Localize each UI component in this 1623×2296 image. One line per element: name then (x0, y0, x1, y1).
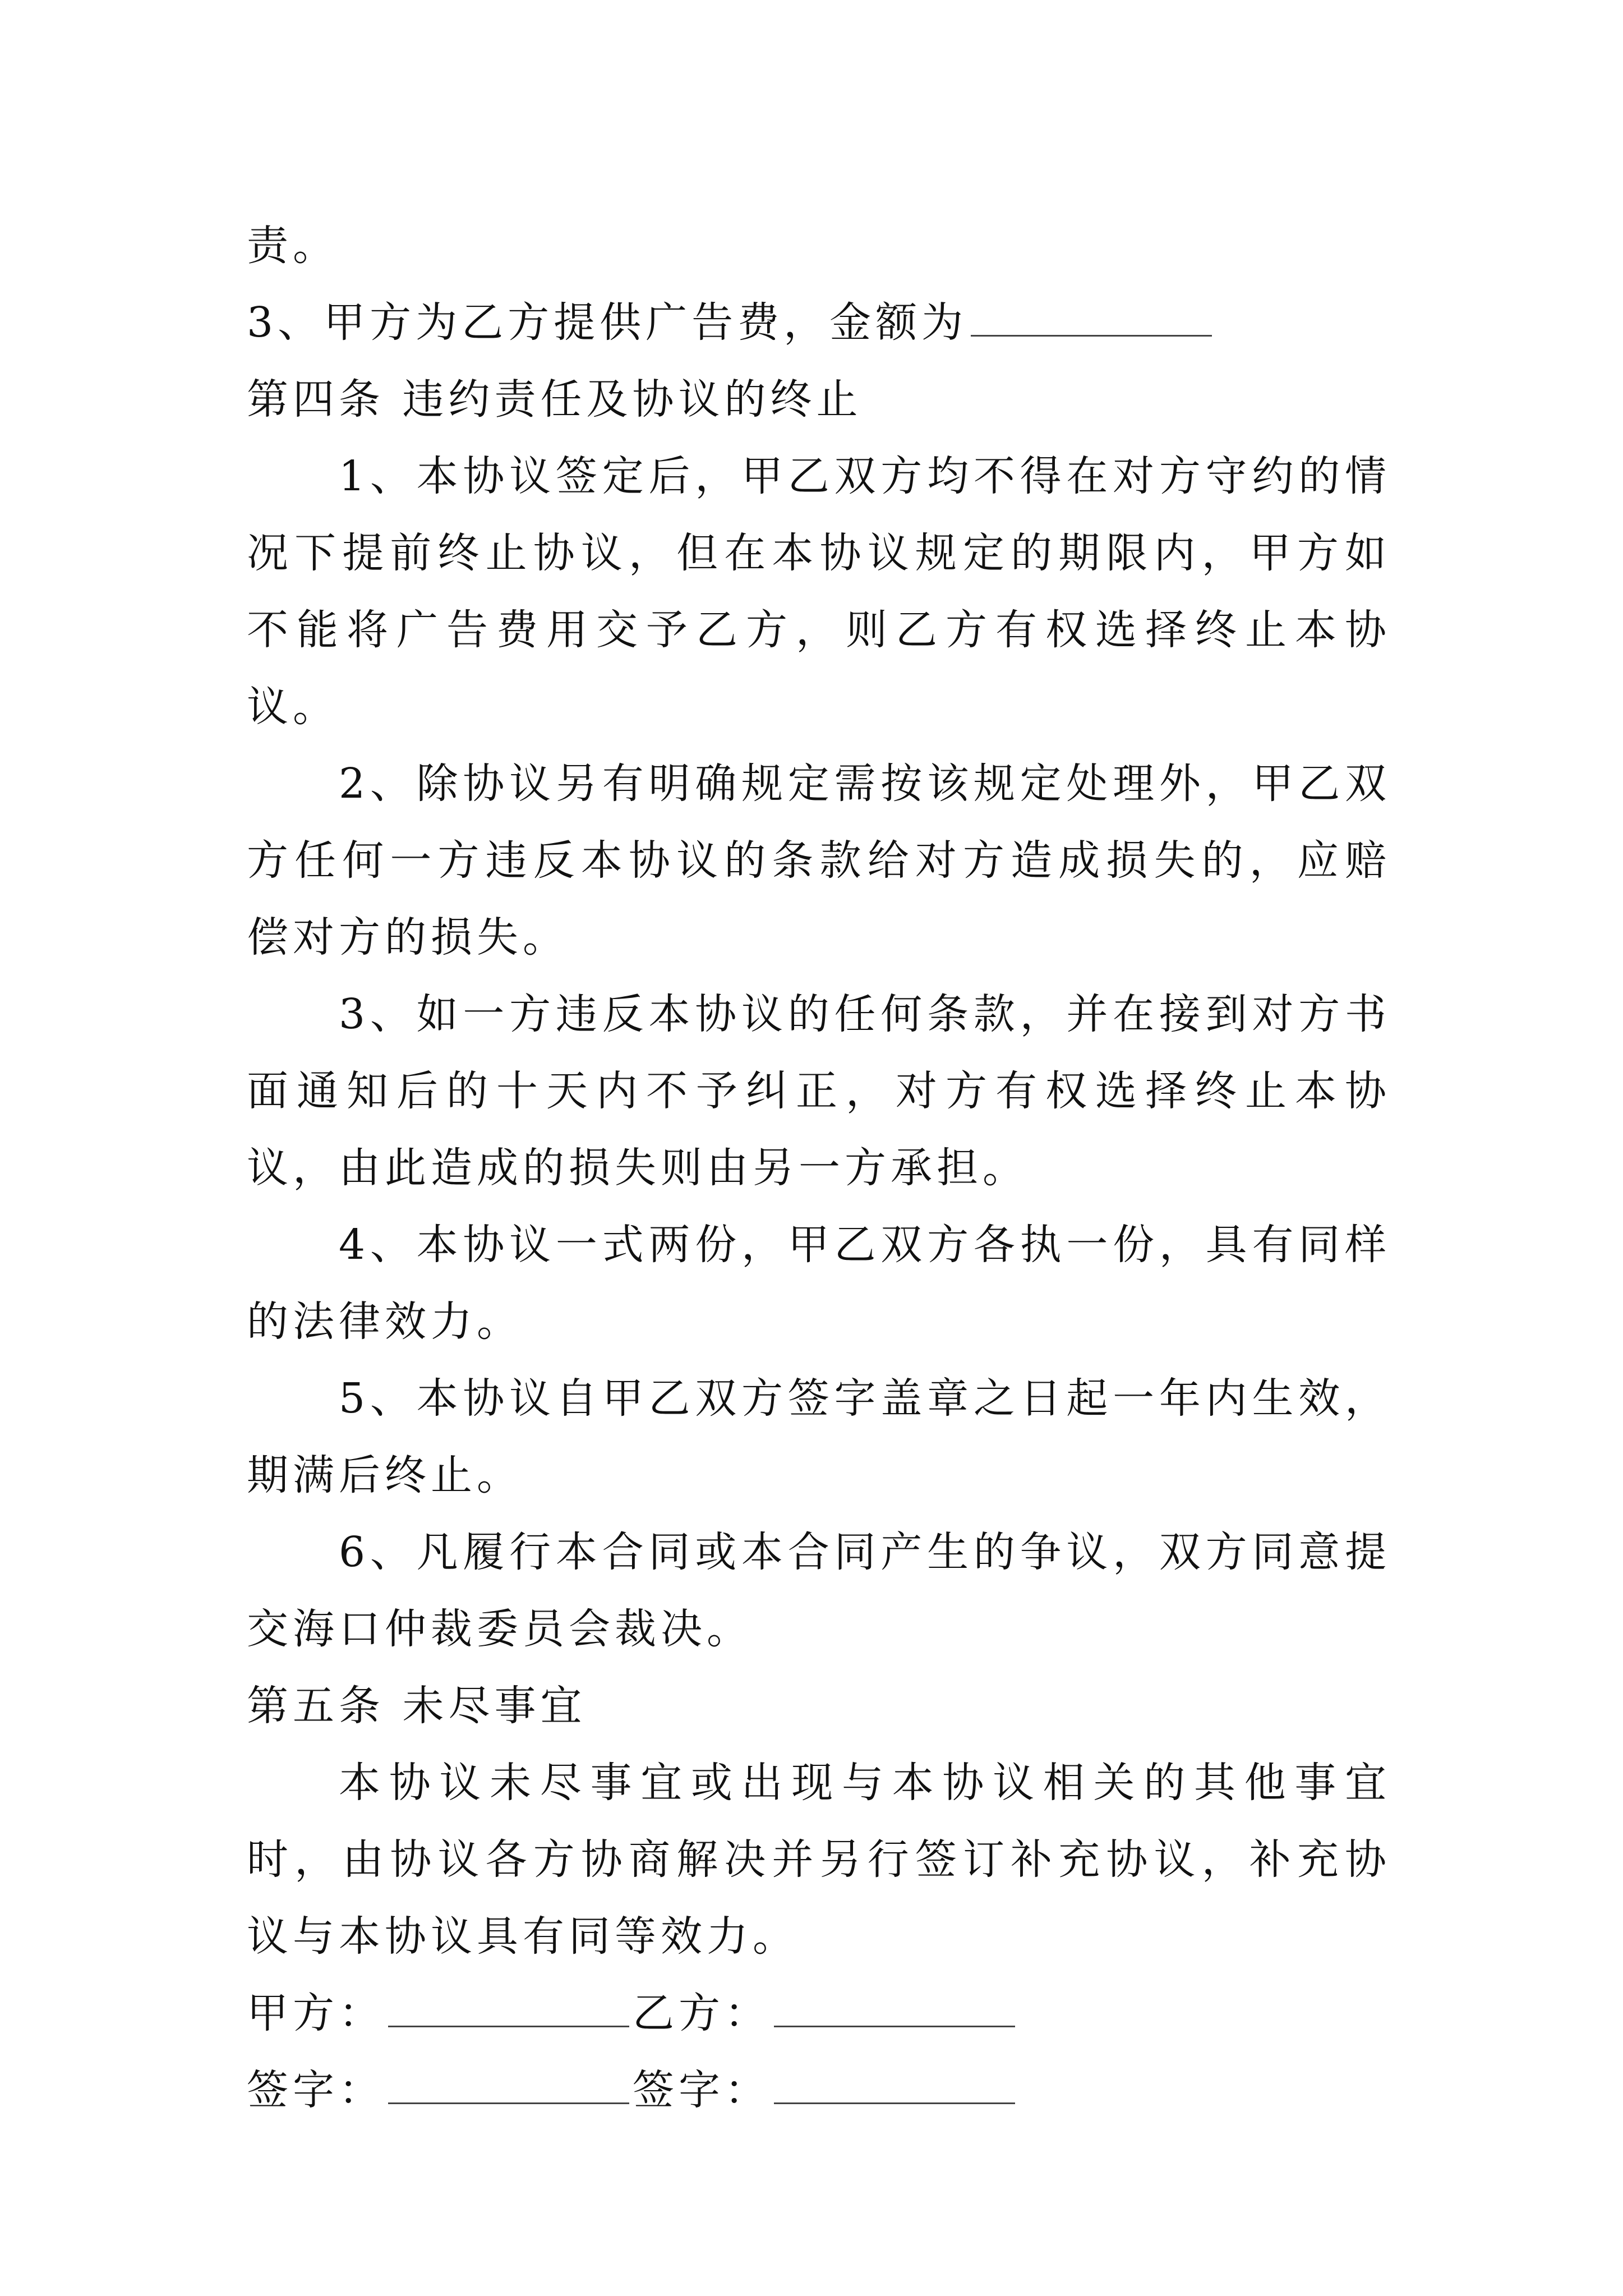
article4-item-2: 2、除协议另有明确规定需按该规定处理外，甲乙双方任何一方违反本协议的条款给对方造成损失的，应赔偿对方的损失。 (247, 760, 1391, 961)
document-body (247, 208, 1391, 2129)
party-a-blank (388, 1992, 629, 2027)
article4-item-6: 6、凡履行本合同或本合同产生的争议，双方同意提交海口仲裁委员会裁决。 (247, 1528, 1391, 1653)
article4-item-3: 3、如一方违反本协议的任何条款，并在接到对方书面通知后的十天内不予纠正，对方有权选择终止本协议，由此造成的损失则由另一方承担。 (247, 990, 1391, 1192)
line-continuation: 责。 (247, 222, 339, 270)
clause-ad-fee-text: 3、甲方为乙方提供广告费，金额为 (247, 298, 968, 347)
sign-signature-row (247, 2052, 1391, 2129)
sign-a-label: 签字： (247, 2066, 385, 2114)
clause-ad-fee (247, 284, 1391, 361)
sign-b-blank (774, 2069, 1015, 2104)
article5-heading: 第五条 未尽事宜 (247, 1682, 587, 1730)
ad-fee-amount-blank (971, 301, 1212, 337)
article4-item-4: 4、本协议一式两份，甲乙双方各执一份，具有同样的法律效力。 (247, 1221, 1391, 1346)
sign-b-label: 签字： (633, 2066, 771, 2114)
party-b-blank (774, 1992, 1015, 2027)
party-signature-row (247, 1975, 1391, 2052)
article4-item-1: 1、本协议签定后，甲乙双方均不得在对方守约的情况下提前终止协议，但在本协议规定的期限内，甲方如不能将广告费用交予乙方，则乙方有权选择终止本协议。 (247, 452, 1391, 731)
article4-item-5: 5、本协议自甲乙双方签字盖章之日起一年内生效，期满后终止。 (247, 1374, 1391, 1499)
sign-a-blank (388, 2069, 629, 2104)
party-a-label: 甲方： (247, 1989, 385, 2037)
article4-heading: 第四条 违约责任及协议的终止 (247, 375, 863, 424)
article5-text: 本协议未尽事宜或出现与本协议相关的其他事宜时，由协议各方协商解决并另行签订补充协议，补充协议与本协议具有同等效力。 (247, 1759, 1391, 1961)
party-b-label: 乙方： (633, 1989, 771, 2037)
